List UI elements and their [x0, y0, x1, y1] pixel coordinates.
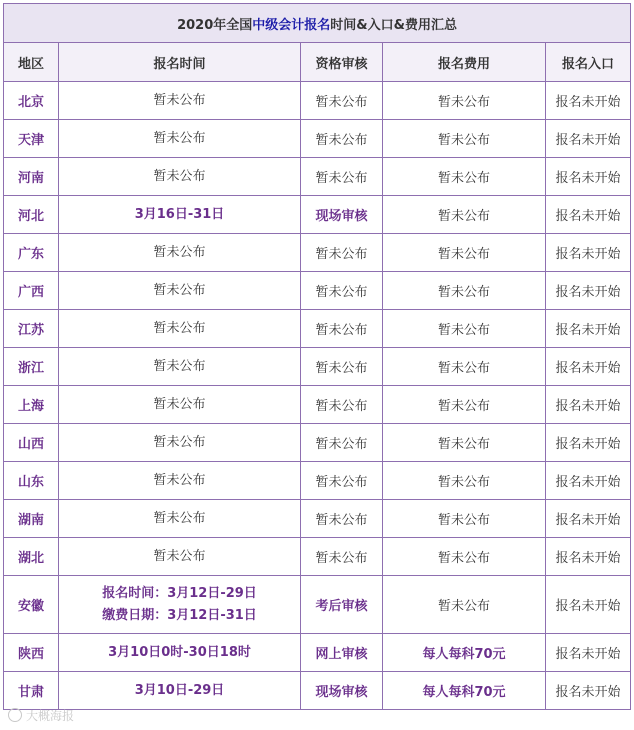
- review-cell: 暂未公布: [301, 82, 383, 120]
- review-cell: 暂未公布: [301, 500, 383, 538]
- time-line: 3月16日-31日: [134, 206, 225, 222]
- time-line: 缴费日期：3月12日-31日: [102, 607, 257, 623]
- time-cell: [59, 196, 301, 234]
- review-cell: 考后审核: [301, 576, 383, 634]
- table-row: [4, 348, 631, 386]
- entry-cell: 报名未开始: [546, 120, 631, 158]
- time-line: 暂未公布: [153, 130, 206, 146]
- header-time: 报名时间: [59, 43, 301, 82]
- time-cell: [59, 386, 301, 424]
- region-cell: 天津: [4, 120, 59, 158]
- fee-cell: 暂未公布: [383, 234, 546, 272]
- table-row: [4, 672, 631, 710]
- entry-cell: 报名未开始: [546, 310, 631, 348]
- time-cell: [59, 82, 301, 120]
- time-cell: [59, 672, 301, 710]
- watermark: 大概海报: [8, 707, 74, 724]
- region-cell: 广东: [4, 234, 59, 272]
- fee-cell: 暂未公布: [383, 386, 546, 424]
- time-cell: [59, 424, 301, 462]
- review-cell: 现场审核: [301, 196, 383, 234]
- fee-cell: 每人每科70元: [383, 634, 546, 672]
- table-row: [4, 234, 631, 272]
- entry-cell: 报名未开始: [546, 272, 631, 310]
- fee-cell: 暂未公布: [383, 424, 546, 462]
- fee-cell: 暂未公布: [383, 348, 546, 386]
- entry-cell: 报名未开始: [546, 82, 631, 120]
- fee-cell: 暂未公布: [383, 272, 546, 310]
- time-line: 3月10日-29日: [134, 682, 225, 698]
- table-title: 2020年全国中级会计报名时间&入口&费用汇总: [4, 4, 631, 43]
- fee-cell: 暂未公布: [383, 120, 546, 158]
- region-cell: 上海: [4, 386, 59, 424]
- table-row: [4, 500, 631, 538]
- entry-cell: 报名未开始: [546, 386, 631, 424]
- review-cell: 暂未公布: [301, 234, 383, 272]
- entry-cell: 报名未开始: [546, 196, 631, 234]
- review-cell: 暂未公布: [301, 462, 383, 500]
- review-cell: 暂未公布: [301, 386, 383, 424]
- entry-cell: 报名未开始: [546, 424, 631, 462]
- table-row: [4, 576, 631, 634]
- entry-cell: 报名未开始: [546, 576, 631, 634]
- time-line: 暂未公布: [153, 320, 206, 336]
- region-cell: 北京: [4, 82, 59, 120]
- fee-cell: 每人每科70元: [383, 672, 546, 710]
- fee-cell: 暂未公布: [383, 310, 546, 348]
- fee-cell: 暂未公布: [383, 500, 546, 538]
- watermark-icon: [8, 708, 22, 722]
- table-row: [4, 82, 631, 120]
- entry-cell: 报名未开始: [546, 538, 631, 576]
- fee-cell: 暂未公布: [383, 196, 546, 234]
- time-cell: [59, 272, 301, 310]
- entry-cell: 报名未开始: [546, 672, 631, 710]
- entry-cell: 报名未开始: [546, 348, 631, 386]
- time-line: 暂未公布: [153, 244, 206, 260]
- fee-cell: 暂未公布: [383, 462, 546, 500]
- table-row: [4, 538, 631, 576]
- time-line: 3月10日0时-30日18时: [108, 644, 251, 660]
- review-cell: 现场审核: [301, 672, 383, 710]
- time-cell: [59, 538, 301, 576]
- table-row: [4, 272, 631, 310]
- time-line: 暂未公布: [153, 168, 206, 184]
- entry-cell: 报名未开始: [546, 234, 631, 272]
- fee-cell: 暂未公布: [383, 82, 546, 120]
- time-line: 暂未公布: [153, 472, 206, 488]
- header-region: 地区: [4, 43, 59, 82]
- region-cell: 陕西: [4, 634, 59, 672]
- table-row: [4, 462, 631, 500]
- time-line: 暂未公布: [153, 434, 206, 450]
- time-cell: [59, 234, 301, 272]
- header-review: 资格审核: [301, 43, 383, 82]
- fee-cell: 暂未公布: [383, 158, 546, 196]
- time-cell: [59, 634, 301, 672]
- time-line: 暂未公布: [153, 548, 206, 564]
- fee-cell: 暂未公布: [383, 538, 546, 576]
- table-row: [4, 310, 631, 348]
- time-cell: [59, 576, 301, 634]
- region-cell: 河南: [4, 158, 59, 196]
- region-cell: 山东: [4, 462, 59, 500]
- time-line: 暂未公布: [153, 396, 206, 412]
- review-cell: 暂未公布: [301, 310, 383, 348]
- review-cell: 网上审核: [301, 634, 383, 672]
- review-cell: 暂未公布: [301, 424, 383, 462]
- region-cell: 广西: [4, 272, 59, 310]
- region-cell: 河北: [4, 196, 59, 234]
- table-row: [4, 634, 631, 672]
- registration-table: [3, 3, 631, 710]
- time-cell: [59, 310, 301, 348]
- review-cell: 暂未公布: [301, 158, 383, 196]
- time-line: 暂未公布: [153, 92, 206, 108]
- time-line: 暂未公布: [153, 358, 206, 374]
- review-cell: 暂未公布: [301, 120, 383, 158]
- entry-cell: 报名未开始: [546, 158, 631, 196]
- time-line: 报名时间：3月12日-29日: [102, 585, 257, 601]
- entry-cell: 报名未开始: [546, 634, 631, 672]
- time-cell: [59, 500, 301, 538]
- review-cell: 暂未公布: [301, 272, 383, 310]
- region-cell: 安徽: [4, 576, 59, 634]
- table-row: [4, 158, 631, 196]
- region-cell: 湖南: [4, 500, 59, 538]
- header-entry: 报名入口: [546, 43, 631, 82]
- table-row: [4, 120, 631, 158]
- review-cell: 暂未公布: [301, 538, 383, 576]
- region-cell: 甘肃: [4, 672, 59, 710]
- review-cell: 暂未公布: [301, 348, 383, 386]
- time-cell: [59, 462, 301, 500]
- entry-cell: 报名未开始: [546, 462, 631, 500]
- region-cell: 浙江: [4, 348, 59, 386]
- fee-cell: 暂未公布: [383, 576, 546, 634]
- time-cell: [59, 348, 301, 386]
- table-row: [4, 424, 631, 462]
- time-cell: [59, 120, 301, 158]
- region-cell: 山西: [4, 424, 59, 462]
- table-row: [4, 196, 631, 234]
- time-line: 暂未公布: [153, 282, 206, 298]
- table-row: [4, 386, 631, 424]
- region-cell: 湖北: [4, 538, 59, 576]
- entry-cell: 报名未开始: [546, 500, 631, 538]
- time-line: 暂未公布: [153, 510, 206, 526]
- region-cell: 江苏: [4, 310, 59, 348]
- header-fee: 报名费用: [383, 43, 546, 82]
- time-cell: [59, 158, 301, 196]
